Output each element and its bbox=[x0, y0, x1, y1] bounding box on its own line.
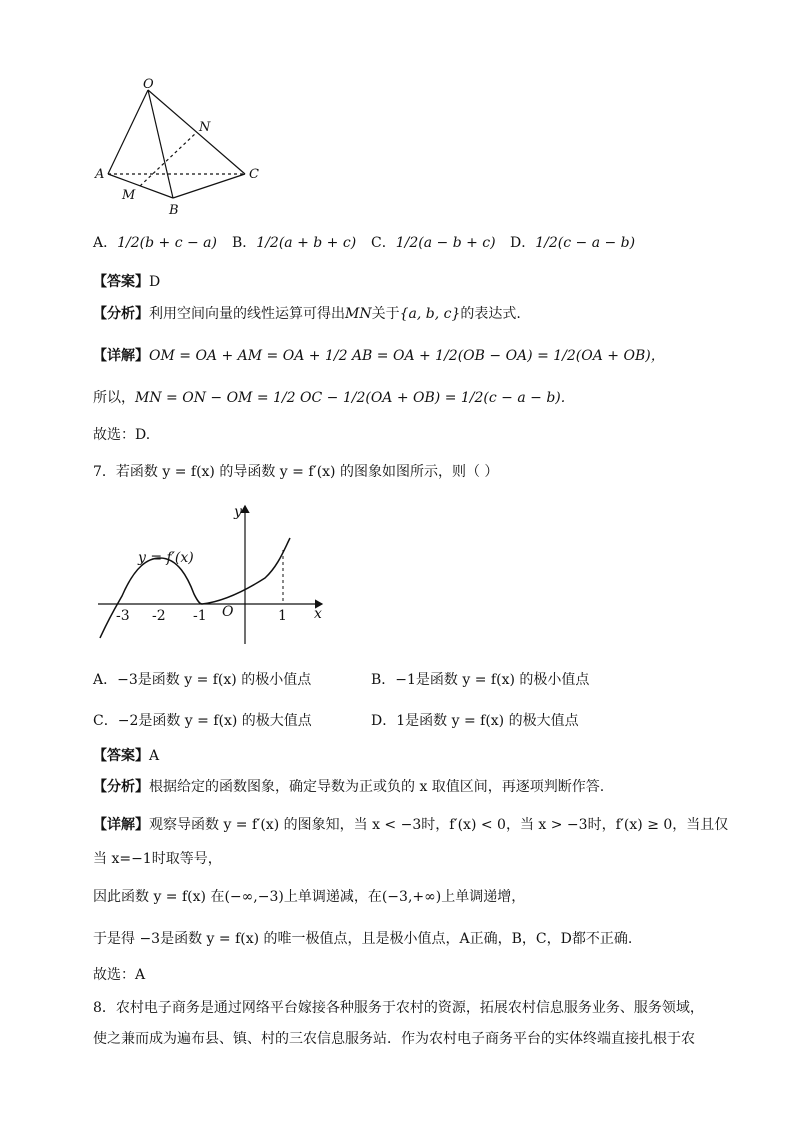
edge-OB bbox=[148, 90, 173, 198]
q6-option-a: A．1/2(b + c − a) bbox=[93, 235, 217, 251]
label-N: N bbox=[199, 120, 211, 135]
q7-detail-line2: 当 x=−1时取等号， bbox=[93, 851, 222, 867]
label-A: A bbox=[95, 167, 105, 182]
q7-option-a: A．−3是函数 y = f(x) 的极小值点 bbox=[93, 672, 312, 688]
q8-line2: 使之兼而成为遍布县、镇、村的三农信息服务站．作为农村电子商务平台的实体终端直接扎根于农 bbox=[93, 1031, 695, 1047]
q6-detail-line2: 所以，MN = ON − OM = 1/2 OC − 1/2(OA + OB) = 1/2(c − a − b). bbox=[93, 390, 566, 406]
label-B: B bbox=[169, 203, 179, 218]
edge-BC bbox=[173, 174, 245, 198]
tick-label-neg2: -2 bbox=[152, 608, 166, 624]
label-C: C bbox=[249, 167, 259, 182]
q6-detail-line1: 【详解】OM = OA + AM = OA + 1/2 AB = OA + 1/2(OB − OA) = 1/2(OA + OB)， bbox=[93, 348, 665, 364]
q7-detail-line1: 【详解】观察导函数 y = f′(x) 的图象知，当 x < −3时，f′(x) < 0，当 x > −3时，f′(x) ≥ 0，当且仅 bbox=[93, 817, 729, 833]
curve-label: y = f′(x) bbox=[138, 550, 194, 566]
x-axis-label: x bbox=[314, 606, 322, 622]
q6-option-b: B．1/2(a + b + c) bbox=[232, 235, 357, 251]
label-O: O bbox=[143, 78, 154, 92]
tick-label-neg3: -3 bbox=[116, 608, 130, 624]
q7-conclusion: 故选：A bbox=[93, 967, 146, 983]
q6-option-c: C．1/2(a − b + c) bbox=[371, 235, 496, 251]
q7-answer: 【答案】A bbox=[93, 748, 160, 764]
q6-analysis: 【分析】利用空间向量的线性运算可得出MN关于{a, b, c}的表达式. bbox=[93, 306, 521, 322]
q6-option-d: D．1/2(c − a − b) bbox=[510, 235, 636, 251]
q7-option-b: B．−1是函数 y = f(x) 的极小值点 bbox=[371, 672, 590, 688]
q7-detail-line3: 因此函数 y = f(x) 在(−∞,−3)上单调递减，在(−3,+∞)上单调递增， bbox=[93, 889, 526, 905]
origin-label: O bbox=[222, 604, 234, 620]
tick-label-1: 1 bbox=[278, 608, 287, 624]
label-M: M bbox=[122, 188, 136, 203]
q7-option-d: D．1是函数 y = f(x) 的极大值点 bbox=[371, 713, 579, 729]
q7-analysis: 【分析】根据给定的函数图象，确定导数为正或负的 x 取值区间，再逐项判断作答. bbox=[93, 779, 605, 795]
tetrahedron-figure bbox=[90, 78, 270, 218]
q8-line1: 8．农村电子商务是通过网络平台嫁接各种服务于农村的资源，拓展农村信息服务业务、服务领域， bbox=[93, 1000, 704, 1016]
y-axis-label: y bbox=[234, 504, 242, 520]
q7-stem: 7．若函数 y = f(x) 的导函数 y = f′(x) 的图象如图所示，则（ ） bbox=[93, 464, 499, 480]
derivative-graph bbox=[90, 498, 335, 646]
q6-conclusion: 故选：D. bbox=[93, 427, 151, 443]
edge-OA bbox=[108, 90, 148, 174]
q7-option-c: C．−2是函数 y = f(x) 的极大值点 bbox=[93, 713, 312, 729]
q6-answer: 【答案】D bbox=[93, 274, 161, 290]
q7-detail-line4: 于是得 −3是函数 y = f(x) 的唯一极值点，且是极小值点，A正确，B，C，D都不正确. bbox=[93, 931, 633, 947]
tick-label-neg1: -1 bbox=[193, 608, 207, 624]
